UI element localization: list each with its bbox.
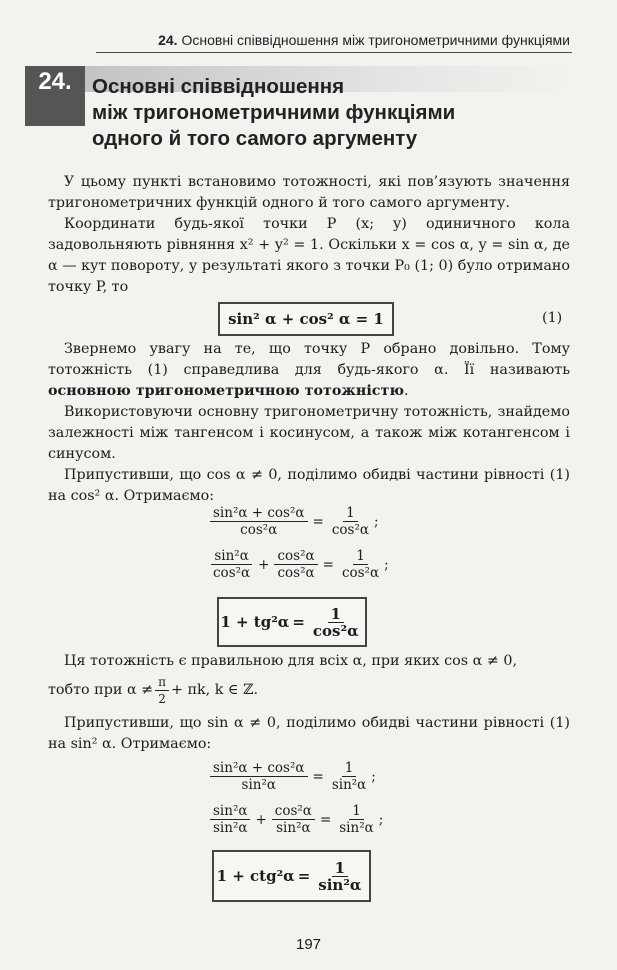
- identity-box-ctg: 1 + ctg²α = $\frac{1}{\text{sin²α}}$: [212, 850, 371, 902]
- paragraph-usage: Використовуючи основну тригонометричну тотожність, знайдемо залежності між тангенсом і косинусом, а також між котангенсом і синусом.: [48, 404, 570, 462]
- running-head: 24. Основні співвідношення між тригонометричними функціями: [158, 32, 570, 48]
- formula-cos-2: $\frac{\text{sin²α}}{\text{cos²α}}$ + $\frac{\text{cos²α}}{\text{cos²α}}$ = $\frac{1}{\text{cos²α}}$ ;: [213, 548, 389, 581]
- identity-box-main: sin² α + cos² α = 1: [218, 302, 394, 336]
- body-text-1: [48, 172, 570, 298]
- body-text-2: [48, 339, 570, 507]
- header-rule: [96, 52, 572, 53]
- page-number: 197: [295, 936, 322, 953]
- paragraph-coordinates: Координати будь-якої точки P (x; y) одиничного кола задовольняють рівняння x² + y² = 1. Оскільки x = cos α, y = sin α, де α — кут повороту, у результаті якого з точки P₀ (1; 0) було отримано точку P, то: [48, 216, 570, 295]
- body-text-3: [48, 651, 570, 755]
- paragraph-intro: У цьому пункті встановимо тотожності, які пов’язують значення тригонометричних функцій одного й того самого аргументу.: [48, 174, 570, 211]
- paragraph-condition: Ця тотожність є правильною для всіх α, при яких cos α ≠ 0,: [64, 653, 518, 669]
- section-title: Основні співвідношення між тригонометричними функціями одного й того самого аргументу: [92, 75, 456, 150]
- equation-number: (1): [542, 310, 563, 326]
- formula-sin-1: $\frac{\text{sin²α + cos²α}}{\text{sin²α}}$ = $\frac{1}{\text{sin²α}}$ ;: [208, 760, 376, 793]
- section-number: 24.: [25, 66, 85, 126]
- condition-line: тобто при α ≠ $\frac{\pi}{2}$ + πk, k ∈ ℤ.: [48, 675, 259, 706]
- paragraph-divide-cos: Припустивши, що cos α ≠ 0, поділимо обидві частини рівності (1) на cos² α. Отримаємо:: [48, 467, 570, 504]
- formula-cos-1: $\frac{\text{sin²α + cos²α}}{\text{cos²α}}$ = $\frac{1}{\text{cos²α}}$ ;: [208, 505, 379, 538]
- identity-box-tg: 1 + tg²α = $\frac{1}{\text{cos²α}}$: [217, 597, 367, 647]
- paragraph-divide-sin: Припустивши, що sin α ≠ 0, поділимо обидві частини рівності (1) на sin² α. Отримаємо:: [48, 715, 570, 752]
- paragraph-definition: Звернемо увагу на те, що точку P обрано довільно. Тому тотожність (1) справедлива для будь-якого α. Її називають основною тригонометричною тотожністю.: [48, 341, 570, 399]
- formula-sin-2: $\frac{\text{sin²α}}{\text{sin²α}}$ + $\frac{\text{cos²α}}{\text{sin²α}}$ = $\frac{1}{\text{sin²α}}$ ;: [208, 803, 383, 836]
